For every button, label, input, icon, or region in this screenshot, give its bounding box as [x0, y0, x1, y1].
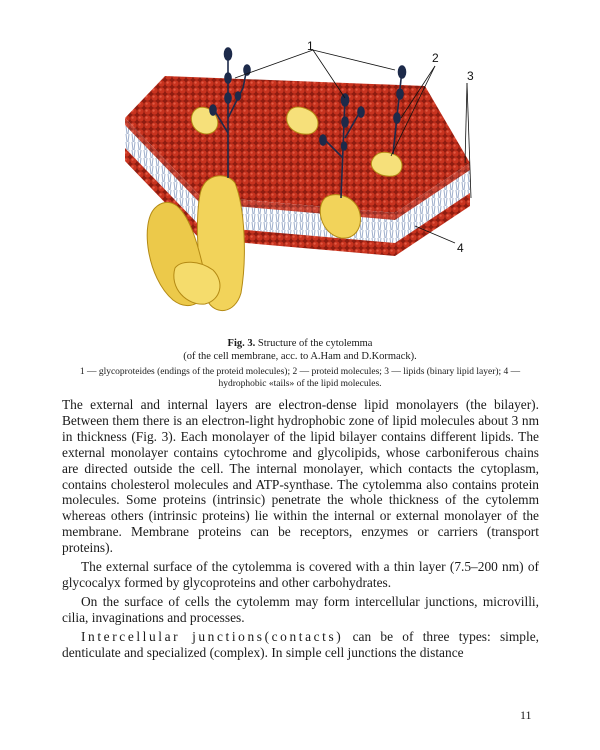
peripheral-protein-3	[371, 152, 402, 176]
paragraph-2: The external surface of the cytolemma is covered with a thin layer (7.5–200 nm) of glycocalyx formed by glycoproteins and other carbohydrates.	[62, 559, 539, 590]
figure-caption-subtitle: (of the cell membrane, acc. to A.Ham and D.Kormack).	[183, 351, 417, 362]
figure-caption-title	[60, 337, 540, 350]
paragraph-1: The external and internal layers are electron-dense lipid monolayers (the bilayer). Between them there is an electron-light hydrophobic zone of lipid molecules about 3 nm in thickness (Fig. 3). Each monolayer of the lipid bilayer contains different lipids. The external monolayer contains cytochrome and glycolipids, whose carboniferous chains are directed outside the cell. The internal monolayer, which contacts the cytoplasm, contains cholesterol molecules and ATP-synthase. The cytolemma also contains protein molecules. Some proteins (intrinsic) penetrate the whole thickness of the cytolemm whereas others (intrinsic proteins) lie within the internal or external monolayer of the membrane. Membrane proteins can be receptors, enzymes or carriers (transport proteins).	[62, 397, 539, 556]
figure-label-3: 3	[467, 69, 474, 83]
paragraph-4-text: can be of three types: simple, denticulate and specialized (complex). In simple cell junctions the distance	[62, 628, 539, 660]
body-text	[62, 397, 539, 664]
figure-label-2: 2	[432, 51, 439, 65]
figure-label-4: 4	[457, 241, 464, 255]
cytolemma-structure-figure	[95, 38, 505, 338]
page-number: 11	[520, 708, 532, 722]
paragraph-4	[62, 629, 539, 661]
figure-number: Fig. 3.	[227, 338, 256, 349]
spaced-term: Intercellular junctions(contacts)	[81, 628, 344, 644]
figure-legend: 1 — glycoproteides (endings of the proteid molecules); 2 — proteid molecules; 3 — lipids (binary lipid layer); 4 — hydrophobic «tails» of the lipid molecules.	[79, 367, 521, 389]
paragraph-3: On the surface of cells the cytolemm may form intercellular junctions, microvilli, cilia, invaginations and processes.	[62, 593, 539, 625]
figure-label-1: 1	[307, 39, 314, 53]
figure-title: Structure of the cytolemma	[255, 338, 373, 349]
